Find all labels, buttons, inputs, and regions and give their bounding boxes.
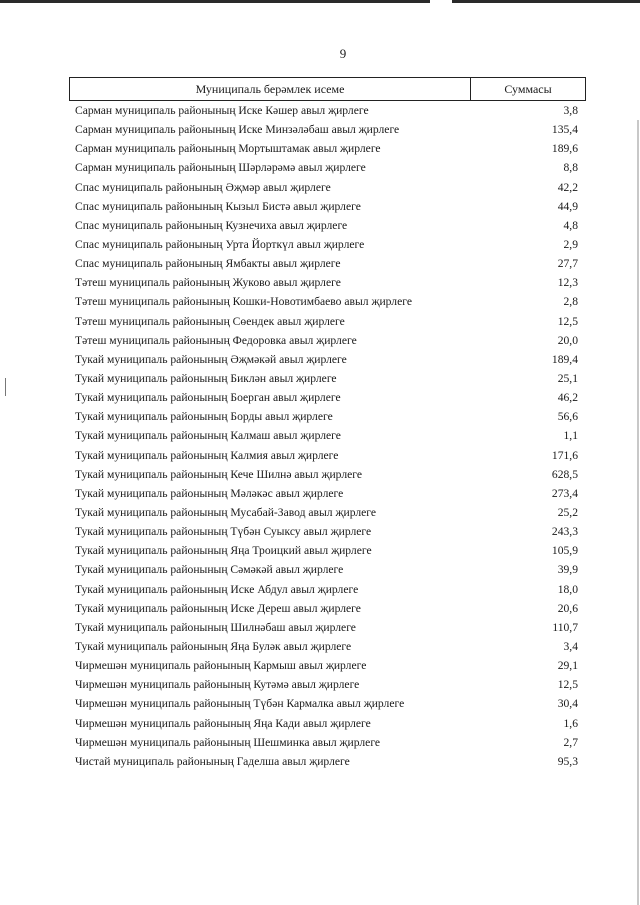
column-header-sum: Суммасы <box>504 81 552 96</box>
table-row <box>0 273 640 292</box>
column-header-name: Муниципаль берәмлек исеме <box>70 78 471 100</box>
municipality-sum: 12,5 <box>557 678 578 692</box>
municipality-name: Сарман муниципаль районының Иске Минзәләбаш авыл җирлеге <box>75 123 400 137</box>
municipality-sum: 1,6 <box>563 716 578 730</box>
scan-artifact-top-right <box>452 0 640 3</box>
table-row <box>0 484 640 503</box>
table-row <box>0 426 640 445</box>
municipality-name: Чирмешән муниципаль районының Түбән Кармалка авыл җирлеге <box>75 697 405 711</box>
municipality-name: Тукай муниципаль районының Иске Абдул авыл җирлеге <box>75 582 359 596</box>
municipality-name: Тукай муниципаль районының Әҗмәкәй авыл җирлеге <box>75 352 347 366</box>
municipality-sum: 12,5 <box>557 314 578 328</box>
municipality-sum: 2,8 <box>563 295 578 309</box>
municipality-name: Спас муниципаль районының Ямбакты авыл җирлеге <box>75 257 341 271</box>
table-row <box>0 369 640 388</box>
table-row <box>0 197 640 216</box>
table-row <box>0 714 640 733</box>
table-row <box>0 216 640 235</box>
municipality-name: Спас муниципаль районының Урта Йорткүл авыл җирлеге <box>75 237 365 251</box>
municipality-name: Чирмешән муниципаль районының Шешминка авыл җирлеге <box>75 735 381 749</box>
table-row <box>0 139 640 158</box>
municipality-sum: 39,9 <box>557 563 578 577</box>
table-row <box>0 388 640 407</box>
municipality-sum: 2,9 <box>563 237 578 251</box>
municipality-name: Спас муниципаль районының Кузнечиха авыл җирлеге <box>75 218 348 232</box>
municipality-name: Тәтеш муниципаль районының Жуково авыл җирлеге <box>75 276 341 290</box>
municipality-sum: 8,8 <box>563 161 578 175</box>
table-row <box>0 331 640 350</box>
table-row <box>0 733 640 752</box>
municipality-sum: 27,7 <box>557 257 578 271</box>
municipality-sum: 171,6 <box>551 448 578 462</box>
table-row <box>0 580 640 599</box>
municipality-sum: 29,1 <box>557 659 578 673</box>
municipality-sum: 18,0 <box>557 582 578 596</box>
municipality-sum: 1,1 <box>563 429 578 443</box>
table-row <box>0 637 640 656</box>
table-row <box>0 618 640 637</box>
municipality-name: Чирмешән муниципаль районының Кутәмә авыл җирлеге <box>75 678 360 692</box>
municipality-name: Тукай муниципаль районының Шилнәбаш авыл җирлеге <box>75 620 356 634</box>
scan-artifact-top <box>0 0 430 3</box>
municipality-sum: 135,4 <box>551 123 578 137</box>
table-row <box>0 101 640 120</box>
table-row <box>0 292 640 311</box>
municipality-sum: 189,4 <box>551 352 578 366</box>
municipality-name: Тәтеш муниципаль районының Сөендек авыл җирлеге <box>75 314 345 328</box>
table-row <box>0 158 640 177</box>
table-row <box>0 407 640 426</box>
municipality-sum: 628,5 <box>551 467 578 481</box>
table-row <box>0 235 640 254</box>
table-row <box>0 675 640 694</box>
municipality-sum: 3,8 <box>563 104 578 117</box>
municipality-sum: 56,6 <box>557 410 578 424</box>
municipality-sum: 20,6 <box>557 601 578 615</box>
municipality-sum: 105,9 <box>551 544 578 558</box>
municipality-name: Тукай муниципаль районының Иске Дереш авыл җирлеге <box>75 601 361 615</box>
municipality-name: Тукай муниципаль районының Мәләкәс авыл җирлеге <box>75 486 344 500</box>
table-row <box>0 254 640 273</box>
municipality-sum: 30,4 <box>557 697 578 711</box>
municipality-name: Тукай муниципаль районының Кече Шилнә авыл җирлеге <box>75 467 363 481</box>
municipality-sum: 20,0 <box>557 333 578 347</box>
municipality-name: Тукай муниципаль районының Калмаш авыл җирлеге <box>75 429 341 443</box>
municipality-name: Тукай муниципаль районының Биклән авыл җирлеге <box>75 371 337 385</box>
municipality-name: Тукай муниципаль районының Яңа Троицкий авыл җирлеге <box>75 544 372 558</box>
municipality-name: Тәтеш муниципаль районының Федоровка авыл җирлеге <box>75 333 357 347</box>
table-row <box>0 560 640 579</box>
municipality-name: Сарман муниципаль районының Иске Кәшер авыл җирлеге <box>75 104 369 117</box>
municipality-sum: 4,8 <box>563 218 578 232</box>
municipality-sum: 44,9 <box>557 199 578 213</box>
municipality-name: Тукай муниципаль районының Борды авыл җирлеге <box>75 410 333 424</box>
table-row <box>0 312 640 331</box>
table-row <box>0 752 640 771</box>
table-row <box>0 694 640 713</box>
table-row <box>0 599 640 618</box>
municipality-sum: 189,6 <box>551 142 578 156</box>
municipality-sum: 25,2 <box>557 505 578 519</box>
page-number: 9 <box>339 46 347 61</box>
municipality-name: Тукай муниципаль районының Калмия авыл җирлеге <box>75 448 339 462</box>
municipality-sum: 12,3 <box>557 276 578 290</box>
municipality-sum: 273,4 <box>551 486 578 500</box>
table-row <box>0 120 640 139</box>
municipality-name: Тукай муниципаль районының Боерган авыл җирлеге <box>75 391 341 405</box>
municipality-name: Тәтеш муниципаль районының Кошки-Новотимбаево авыл җирлеге <box>75 295 412 309</box>
municipality-name: Сарман муниципаль районының Шәрләрәмә авыл җирлеге <box>75 161 366 175</box>
table-row <box>0 522 640 541</box>
municipality-sum: 110,7 <box>552 620 578 634</box>
municipality-sum: 25,1 <box>557 371 578 385</box>
municipality-name: Тукай муниципаль районының Мусабай-Завод авыл җирлеге <box>75 505 377 519</box>
municipality-name: Чирмешән муниципаль районының Яңа Кади авыл җирлеге <box>75 716 371 730</box>
municipality-name: Тукай муниципаль районының Яңа Буләк авыл җирлеге <box>75 639 352 653</box>
municipality-name: Сарман муниципаль районының Мортыштамак авыл җирлеге <box>75 142 381 156</box>
table-body <box>0 101 640 771</box>
municipality-name: Тукай муниципаль районының Сәмәкәй авыл җирлеге <box>75 563 344 577</box>
table-row <box>0 446 640 465</box>
municipality-sum: 95,3 <box>557 754 578 768</box>
table-header <box>69 77 586 101</box>
municipality-name: Спас муниципаль районының Кызыл Бистә авыл җирлеге <box>75 199 361 213</box>
table-row <box>0 350 640 369</box>
municipality-name: Спас муниципаль районының Әҗмәр авыл җирлеге <box>75 180 331 194</box>
municipality-sum: 42,2 <box>557 180 578 194</box>
table-row <box>0 503 640 522</box>
table-row <box>0 178 640 197</box>
table-row <box>0 541 640 560</box>
municipality-sum: 2,7 <box>563 735 578 749</box>
municipality-name: Тукай муниципаль районының Түбән Суыксу авыл җирлеге <box>75 525 372 539</box>
municipality-name: Чирмешән муниципаль районының Кармыш авыл җирлеге <box>75 659 367 673</box>
table-row <box>0 656 640 675</box>
municipality-sum: 46,2 <box>557 391 578 405</box>
table-row <box>0 465 640 484</box>
municipality-sum: 3,4 <box>563 639 578 653</box>
municipality-sum: 243,3 <box>551 525 578 539</box>
municipality-name: Чистай муниципаль районының Гаделша авыл җирлеге <box>75 754 350 768</box>
